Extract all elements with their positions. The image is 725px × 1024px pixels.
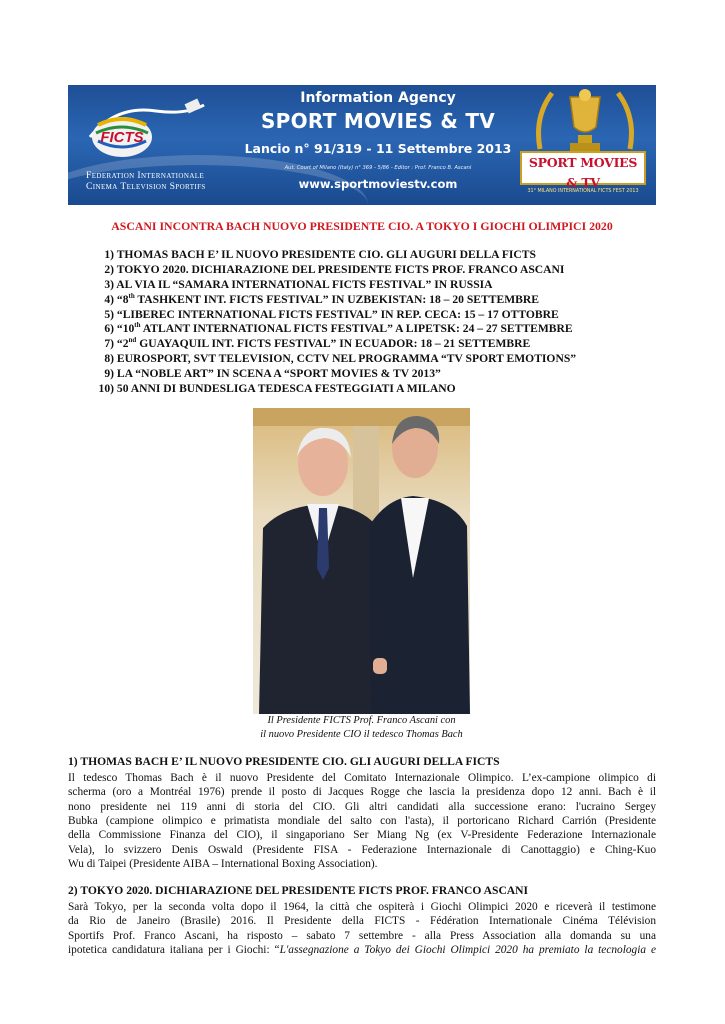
photo-caption-line1: Il Presidente FICTS Prof. Franco Ascani con — [267, 715, 456, 726]
index-item[interactable] — [68, 367, 656, 382]
index-text: AL VIA IL “SAMARA INTERNATIONAL FICTS FESTIVAL” IN RUSSIA — [116, 277, 493, 291]
index-number: 3) — [104, 277, 114, 291]
index-number: 6) — [104, 322, 114, 336]
index-ordinal: nd — [128, 336, 137, 345]
section-1-heading: 1) THOMAS BACH E’ IL NUOVO PRESIDENTE CIO. GLI AUGURI DELLA FICTS — [68, 755, 500, 768]
index-text: TASHKENT INT. FICTS FESTIVAL” IN UZBEKISTAN: 18 – 20 SETTEMBRE — [134, 292, 540, 306]
ficts-logo-text: FICTS — [100, 129, 144, 146]
index-text: “LIBEREC INTERNATIONAL FICTS FESTIVAL” IN REP. CECA: 15 – 17 OTTOBRE — [116, 307, 559, 321]
body-text: ipotetica candidatura italiana per i Giochi: “ — [68, 944, 280, 957]
body-line: Sarà Tokyo, per la seconda volta dopo il 1964, la città che ospiterà i Giochi Olimpici 2020 e riceverà il testimone — [68, 901, 656, 913]
body-line: Vela), lo svizzero Denis Oswald (Presidente FISA - Federazione Internazionale di Canottaggio) e Ching-Kuo — [68, 843, 656, 856]
index-ordinal: th — [128, 291, 135, 300]
body-line: Wu di Taipei (Presidente AIBA – International Boxing Association). — [68, 858, 378, 871]
index-text: LA “NOBLE ART” IN SCENA A “SPORT MOVIES & TV 2013” — [116, 367, 441, 381]
index-item[interactable] — [68, 322, 656, 337]
contents-index — [68, 248, 656, 397]
section-2-heading: 2) TOKYO 2020. DICHIARAZIONE DEL PRESIDENTE FICTS PROF. FRANCO ASCANI — [68, 884, 529, 897]
photo-ascani-bach — [253, 408, 470, 714]
agency-label: Information Agency — [300, 90, 456, 106]
ficts-logo — [86, 97, 206, 167]
body-line: Bubka (campione olimpico e primatista mondiale del salto con l'asta), il portoricano Richard Carrión (Presidente — [68, 815, 656, 828]
body-line: Il tedesco Thomas Bach è il nuovo Presidente del Comitato Internazionale Olimpico. L’ex-campione olimpico di — [68, 772, 656, 784]
index-text: ATLANT INTERNATIONAL FICTS FESTIVAL” A LIPETSK: 24 – 27 SETTEMBRE — [140, 322, 573, 336]
index-text: “8 — [116, 292, 129, 306]
index-text: “10 — [116, 322, 135, 336]
index-ordinal: th — [134, 321, 141, 330]
index-text: TOKYO 2020. DICHIARAZIONE DEL PRESIDENTE FICTS PROF. FRANCO ASCANI — [116, 262, 565, 276]
section-2-body — [68, 900, 656, 957]
index-text: GUAYAQUIL INT. FICTS FESTIVAL” IN ECUADOR: 18 – 21 SETTEMBRE — [136, 337, 531, 351]
header-banner — [68, 85, 656, 205]
federation-name-line2: Cinema Television Sportifs — [86, 181, 206, 192]
index-number: 1) — [104, 248, 114, 261]
index-item[interactable] — [68, 352, 656, 367]
section-1-body — [68, 771, 656, 871]
index-item[interactable] — [68, 248, 656, 263]
festival-logo-text: SPORT MOVIES & TV — [528, 155, 638, 190]
photo-caption-line2: il nuovo Presidente CIO il tedesco Thomas Bach — [260, 729, 463, 740]
index-number: 2) — [104, 262, 114, 276]
registration-note: Aut. Court of Milano (Italy) n° 369 - 5/86 - Editor : Prof. Franco B. Ascani — [284, 165, 472, 171]
index-text: 50 ANNI DI BUNDESLIGA TEDESCA FESTEGGIATI A MILANO — [116, 382, 456, 396]
festival-caption: 31° MILANO INTERNATIONAL FICTS FEST 2013 — [527, 189, 639, 194]
index-item[interactable] — [68, 278, 656, 293]
body-line: della Commissione Finanza del CIO), il singaporiano Ser Miang Ng (ex V-Presidente Federazione Internazionale — [68, 829, 656, 842]
index-item[interactable] — [68, 308, 656, 323]
index-number: 5) — [104, 307, 114, 321]
index-item[interactable] — [68, 263, 656, 278]
index-number: 10) — [98, 382, 114, 396]
body-line — [68, 943, 656, 957]
issue-number: Lancio n° 91/319 - 11 Settembre 2013 — [244, 141, 512, 156]
index-text: THOMAS BACH E’ IL NUOVO PRESIDENTE CIO. GLI AUGURI DELLA FICTS — [116, 248, 536, 261]
index-item[interactable] — [68, 337, 656, 352]
body-line: scherma (oro a Montréal 1976) prende il posto di Jacques Rogge che lascia la presidenza dopo 12 anni. Bach è il — [68, 786, 656, 799]
index-item[interactable] — [68, 382, 656, 397]
index-number: 9) — [104, 367, 114, 381]
publication-title: SPORT MOVIES & TV — [260, 109, 496, 133]
index-item[interactable] — [68, 293, 656, 308]
federation-name-line1: Federation Internationale — [86, 170, 205, 181]
index-number: 7) — [104, 337, 114, 351]
website-link[interactable]: www.sportmoviestv.com — [298, 177, 458, 191]
quote-text: L'assegnazione a Tokyo dei Giochi Olimpici 2020 ha premiato la tecnologia e — [279, 944, 656, 957]
festival-logo — [520, 151, 646, 190]
body-line: nono presidente nei 119 anni di storia del CIO. Gli altri candidati alla successione erano: l'ucraino Sergey — [68, 800, 656, 813]
page-headline: ASCANI INCONTRA BACH NUOVO PRESIDENTE CIO. A TOKYO I GIOCHI OLIMPICI 2020 — [111, 219, 613, 233]
index-number: 8) — [104, 352, 114, 366]
body-line: Sportifs Prof. Franco Ascani, ha risposto – sabato 7 settembre - alla Press Association alla domanda su una — [68, 929, 656, 942]
index-text: EUROSPORT, SVT TELEVISION, CCTV NEL PROGRAMMA “TV SPORT EMOTIONS” — [116, 352, 577, 366]
index-text: “2 — [116, 337, 129, 351]
trophy-icon — [530, 87, 640, 153]
body-line: da Rio de Janeiro (Brasile) 2016. Il Presidente della FICTS - Fédération Internationale Cinéma Télévision — [68, 915, 656, 928]
index-number: 4) — [104, 292, 114, 306]
